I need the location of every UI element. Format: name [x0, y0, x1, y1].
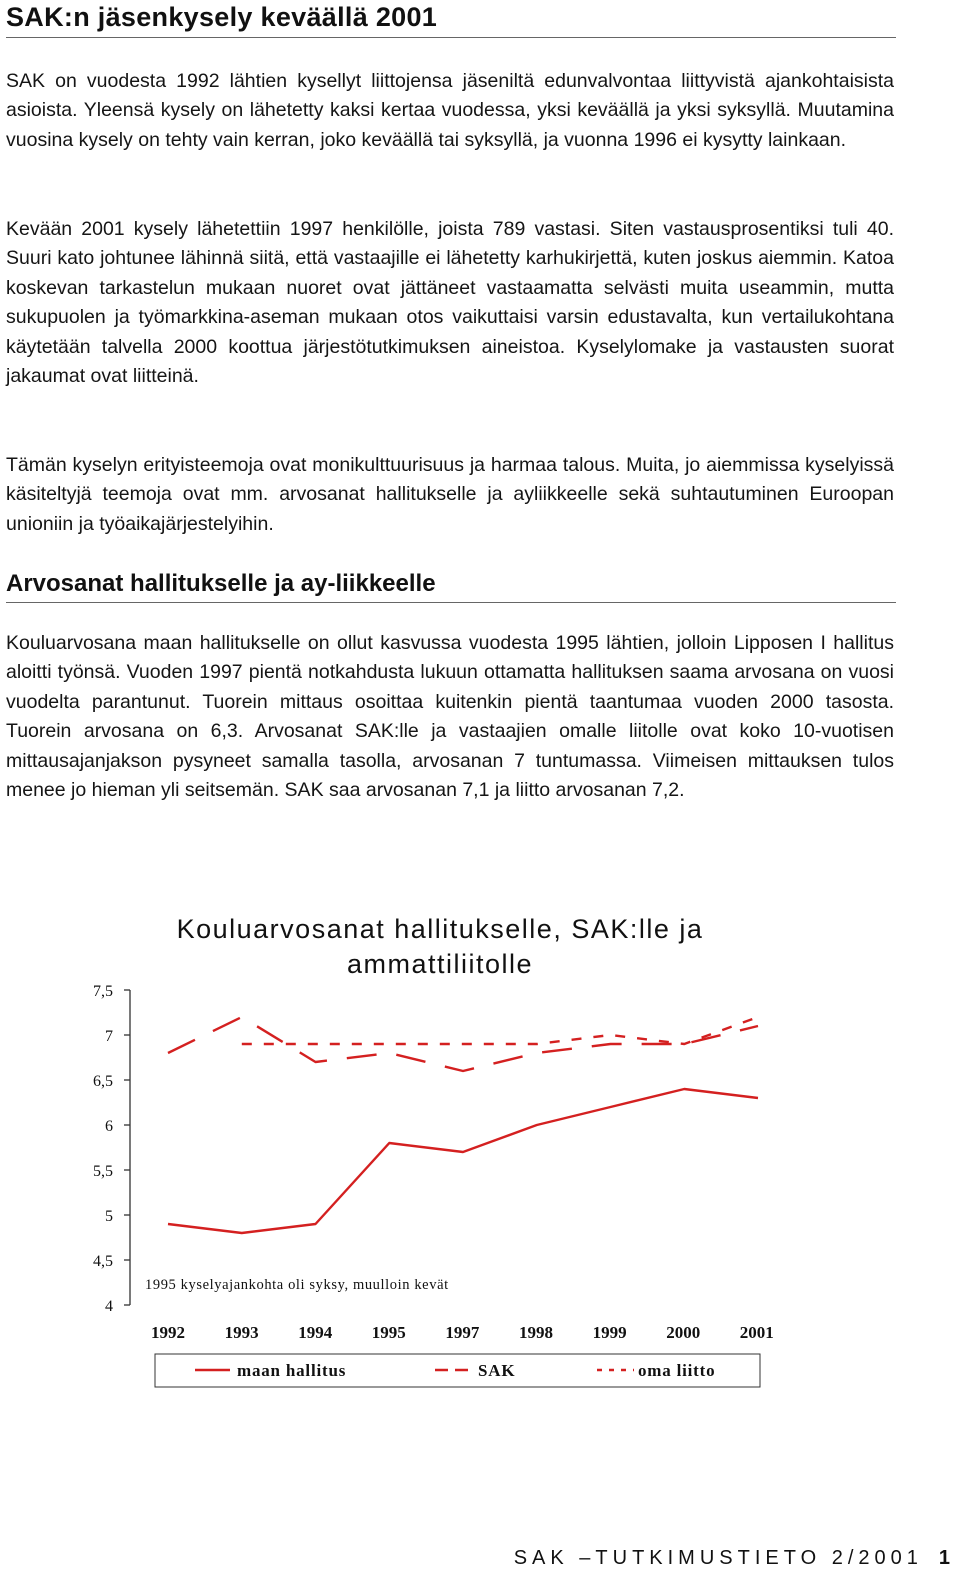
- intro-paragraph: SAK on vuodesta 1992 lähtien kysellyt liittojensa jäseniltä edunvalvontaa liittyvistä ajankohtaisista asioista. Yleensä kysely on lähetetty kaksi kertaa vuodessa, yksi keväällä ja yksi syksyllä. Muutamina vuosina kysely on tehty vain kerran, joko keväällä tai syksyllä, ja vuonna 1996 ei kysytty lainkaan.: [6, 70, 894, 151]
- section-heading: Arvosanat hallitukselle ja ay-liikkeelle: [6, 570, 436, 597]
- legend-label-sak: SAK: [478, 1361, 516, 1380]
- series-line-oma_liitto: [242, 1017, 758, 1044]
- series-line-hallitus: [168, 1089, 758, 1233]
- x-tick-label: 1998: [519, 1323, 553, 1342]
- section-paragraph: Kouluarvosana maan hallitukselle on ollut kasvussa vuodesta 1995 lähtien, jolloin Lipposen I hallitus aloitti työnsä. Vuoden 1997 pientä notkahdusta lukuun ottamatta hallituksen saama arvosana on vuosi vuodelta parantunut. Tuorein mittaus osoittaa kuitenkin pientä taantumaa vuoden 2000 tasosta. Tuorein arvosana on 6,3. Arvosanat SAK:lle ja vastaajien omalle liitolle ovat koko 10-vuotisen mittausajanjakson pysyneet samalla tasolla, arvosanan 7 tuntumassa. Viimeisen mittauksen tulos menee jo hieman yli seitsemän. SAK saa arvosanan 7,1 ja liitto arvosanan 7,2.: [6, 632, 894, 802]
- section-divider: [6, 602, 896, 603]
- themes-paragraph: Tämän kyselyn erityisteemoja ovat monikulttuurisuus ja harmaa talous. Muita, jo aiemmissa kyselyissä käsiteltyjä teemoja ovat mm. arvosanat hallitukselle ja ayliikkeelle sekä suhtautuminen Euroopan unioniin ja työaikajärjestelyihin.: [6, 454, 894, 535]
- x-tick-label: 1995: [371, 1323, 406, 1342]
- y-tick-label: 6,5: [93, 1073, 113, 1090]
- footer-publication: SAK –TUTKIMUSTIETO 2/2001: [513, 1547, 923, 1569]
- chart-title-line-2: ammattiliitolle: [346, 949, 534, 979]
- y-tick-label: 5,5: [93, 1163, 113, 1180]
- x-tick-label: 1994: [298, 1323, 333, 1342]
- grades-chart: [0, 900, 960, 1400]
- x-tick-label: 2000: [666, 1323, 701, 1342]
- y-tick-label: 7: [105, 1028, 113, 1045]
- y-tick-label: 5: [105, 1208, 113, 1225]
- y-tick-label: 4,5: [93, 1253, 113, 1270]
- survey-paragraph: Kevään 2001 kysely lähetettiin 1997 henkilölle, joista 789 vastasi. Siten vastausprosentiksi tuli 40. Suuri kato johtunee lähinnä siitä, että vastaajille ei lähetetty karhukirjettä, kuten joskus aiemmin. Katoa koskevan tarkastelun mukaan nuoret ovat jättäneet vastaamatta selvästi muita useammin, mutta sukupuolen ja työmarkkina-aseman mukaan otos vaikuttaisi varsin edustavalta, kun vertailukohtana käytetään talvella 2000 koottua järjestötutkimuksen aineistoa. Kyselylomake ja vastausten suorat jakaumat ovat liitteinä.: [6, 218, 894, 388]
- chart-note: 1995 kyselyajankohta oli syksy, muulloin kevät: [145, 1277, 449, 1293]
- legend-label-hallitus: maan hallitus: [237, 1361, 347, 1380]
- title-divider: [6, 37, 896, 38]
- page-number: 1: [938, 1547, 950, 1569]
- x-tick-label: 1997: [445, 1323, 480, 1342]
- legend-label-oma-liitto: oma liitto: [638, 1361, 716, 1380]
- x-tick-label: 1999: [592, 1323, 627, 1342]
- y-tick-label: 7,5: [93, 983, 113, 1000]
- chart-title-line-1: Kouluarvosanat hallitukselle, SAK:lle ja: [176, 914, 704, 944]
- page-title: SAK:n jäsenkysely keväällä 2001: [6, 2, 438, 32]
- page-footer: [514, 1543, 950, 1573]
- y-tick-label: 6: [105, 1118, 113, 1135]
- x-tick-label: 1993: [224, 1323, 259, 1342]
- x-tick-label: 2001: [739, 1323, 774, 1342]
- x-tick-label: 1992: [151, 1323, 185, 1342]
- y-tick-label: 4: [105, 1298, 113, 1315]
